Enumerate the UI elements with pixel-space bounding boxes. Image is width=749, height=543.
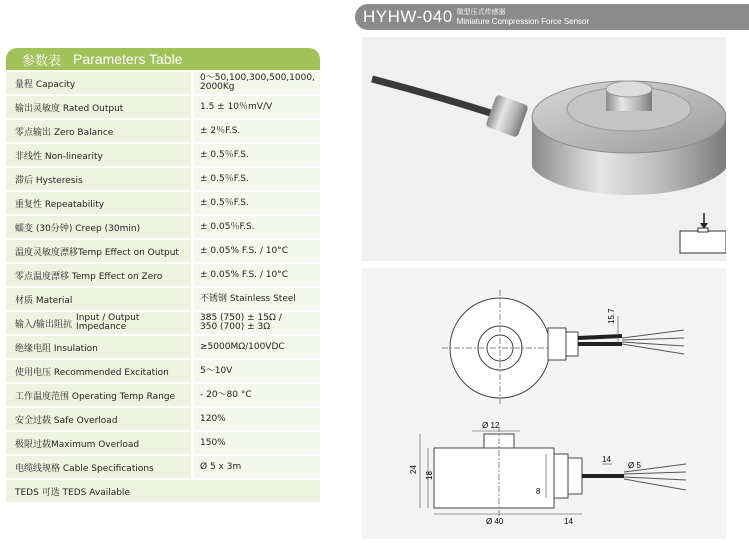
dim-label-d5: Ø 5 (628, 461, 641, 470)
table-row (6, 432, 320, 454)
row-value (194, 312, 320, 334)
row-label-cn: 输入/输出阻抗 (15, 319, 73, 330)
row-label: 绝缘电阻 Insulation (6, 336, 191, 358)
row-label: 蠕变 (30分钟) Creep (30min) (6, 216, 191, 238)
row-label (6, 312, 191, 334)
row-value: 120% (194, 408, 320, 430)
table-row (6, 120, 320, 142)
dim-label-d40: Ø 40 (486, 517, 504, 526)
banner-subtitle (457, 7, 590, 27)
row-label-en-line2: Impedance (76, 322, 127, 332)
row-label-en-line1: Input / Output (76, 313, 140, 323)
gland-nut-top-view (566, 332, 578, 356)
row-label: 输出灵敏度 Rated Output (6, 96, 191, 118)
product-photo (362, 37, 726, 261)
table-title (6, 48, 320, 70)
row-value: ± 0.05％F.S. (194, 216, 320, 238)
cable-gland-shape (485, 94, 529, 138)
table-row (6, 72, 320, 94)
table-row (6, 168, 320, 190)
dim-label-18: 18 (425, 471, 434, 480)
dimension-drawing (362, 268, 726, 539)
row-value: ± 0.5％F.S. (194, 168, 320, 190)
row-label: 量程 Capacity (6, 72, 191, 94)
gland-nut-side-view (568, 458, 582, 494)
load-cell-photo-illustration (362, 37, 726, 261)
row-value-text: 385 (750) ± 15Ω / 350 (700) ± 3Ω (200, 313, 282, 332)
table-row (6, 456, 320, 478)
row-value: - 20～80 °C (194, 384, 320, 406)
cable-shape (372, 79, 497, 115)
row-label: 零点输出 Zero Balance (6, 120, 191, 142)
row-label: 工作温度范围 Operating Temp Range (6, 384, 191, 406)
row-value: ± 0.5％F.S. (194, 192, 320, 214)
dim-label-14b: 14 (564, 517, 573, 526)
row-value: 不锈钢 Stainless Steel (194, 288, 320, 310)
table-title-en: Parameters Table (73, 51, 183, 67)
row-label-en (76, 314, 139, 332)
parameters-table (6, 48, 320, 502)
dim-label-15-7: 15.7 (607, 308, 616, 324)
cable-top-view (578, 336, 622, 344)
row-value-text: 0～50,100,300,500,1000, 2000Kg (200, 73, 315, 92)
dim-label-24: 24 (409, 465, 418, 474)
table-title-cn: 参数表 (22, 53, 62, 69)
row-label: 极限过载Maximum Overload (6, 432, 191, 454)
wires-top-view (622, 330, 684, 354)
row-value: ± 0.05% F.S. / 10°C (194, 264, 320, 286)
row-label: 材质 Material (6, 288, 191, 310)
table-row (6, 240, 320, 262)
gland-side-view (554, 454, 568, 498)
dimension-drawing-svg (362, 268, 726, 539)
gland-top-view (548, 328, 566, 360)
row-value: 5～10V (194, 360, 320, 382)
row-label: 滞后 Hysteresis (6, 168, 191, 190)
load-button-top (606, 81, 652, 97)
row-value: Ø 5 x 3m (194, 456, 320, 478)
row-value: ± 2％F.S. (194, 120, 320, 142)
row-value (194, 72, 320, 94)
model-number: HYHW-040 (363, 7, 453, 26)
table-row (6, 192, 320, 214)
subtitle-cn: 微型压式传感器 (456, 8, 506, 16)
table-row (6, 264, 320, 286)
row-label: 使用电压 Recommended Excitation (6, 360, 191, 382)
row-value: 1.5 ± 10％mV/V (194, 96, 320, 118)
row-label: 安全过载 Safe Overload (6, 408, 191, 430)
row-label: 重复性 Repeatability (6, 192, 191, 214)
dim-label-d12: Ø 12 (482, 421, 500, 430)
row-value: ≥5000MΩ/100VDC (194, 336, 320, 358)
table-row (6, 384, 320, 406)
load-icon-box (680, 231, 726, 253)
row-label: 非线性 Non-linearity (6, 144, 191, 166)
subtitle-en: Miniature Compression Force Sensor (456, 17, 590, 26)
table-row (6, 336, 320, 358)
row-value: ± 0.5％F.S. (194, 144, 320, 166)
load-icon-button (698, 228, 708, 232)
dim-label-8: 8 (536, 487, 541, 496)
dim-label-14a: 14 (602, 455, 611, 464)
row-label: 温度灵敏度漂移Temp Effect on Output (6, 240, 191, 262)
row-value: 150% (194, 432, 320, 454)
table-row (6, 360, 320, 382)
row-label: TEDS 可选 TEDS Available (6, 480, 320, 502)
table-row (6, 216, 320, 238)
table-row (6, 312, 320, 334)
row-label: 电缆线规格 Cable Specifications (6, 456, 191, 478)
product-banner (355, 4, 749, 30)
table-row (6, 288, 320, 310)
table-row (6, 96, 320, 118)
table-row (6, 480, 320, 502)
row-value: ± 0.05% F.S. / 10°C (194, 240, 320, 262)
side-view-body (434, 448, 554, 508)
row-label: 零点温度漂移 Temp Effect on Zero (6, 264, 191, 286)
table-row (6, 144, 320, 166)
table-row (6, 408, 320, 430)
